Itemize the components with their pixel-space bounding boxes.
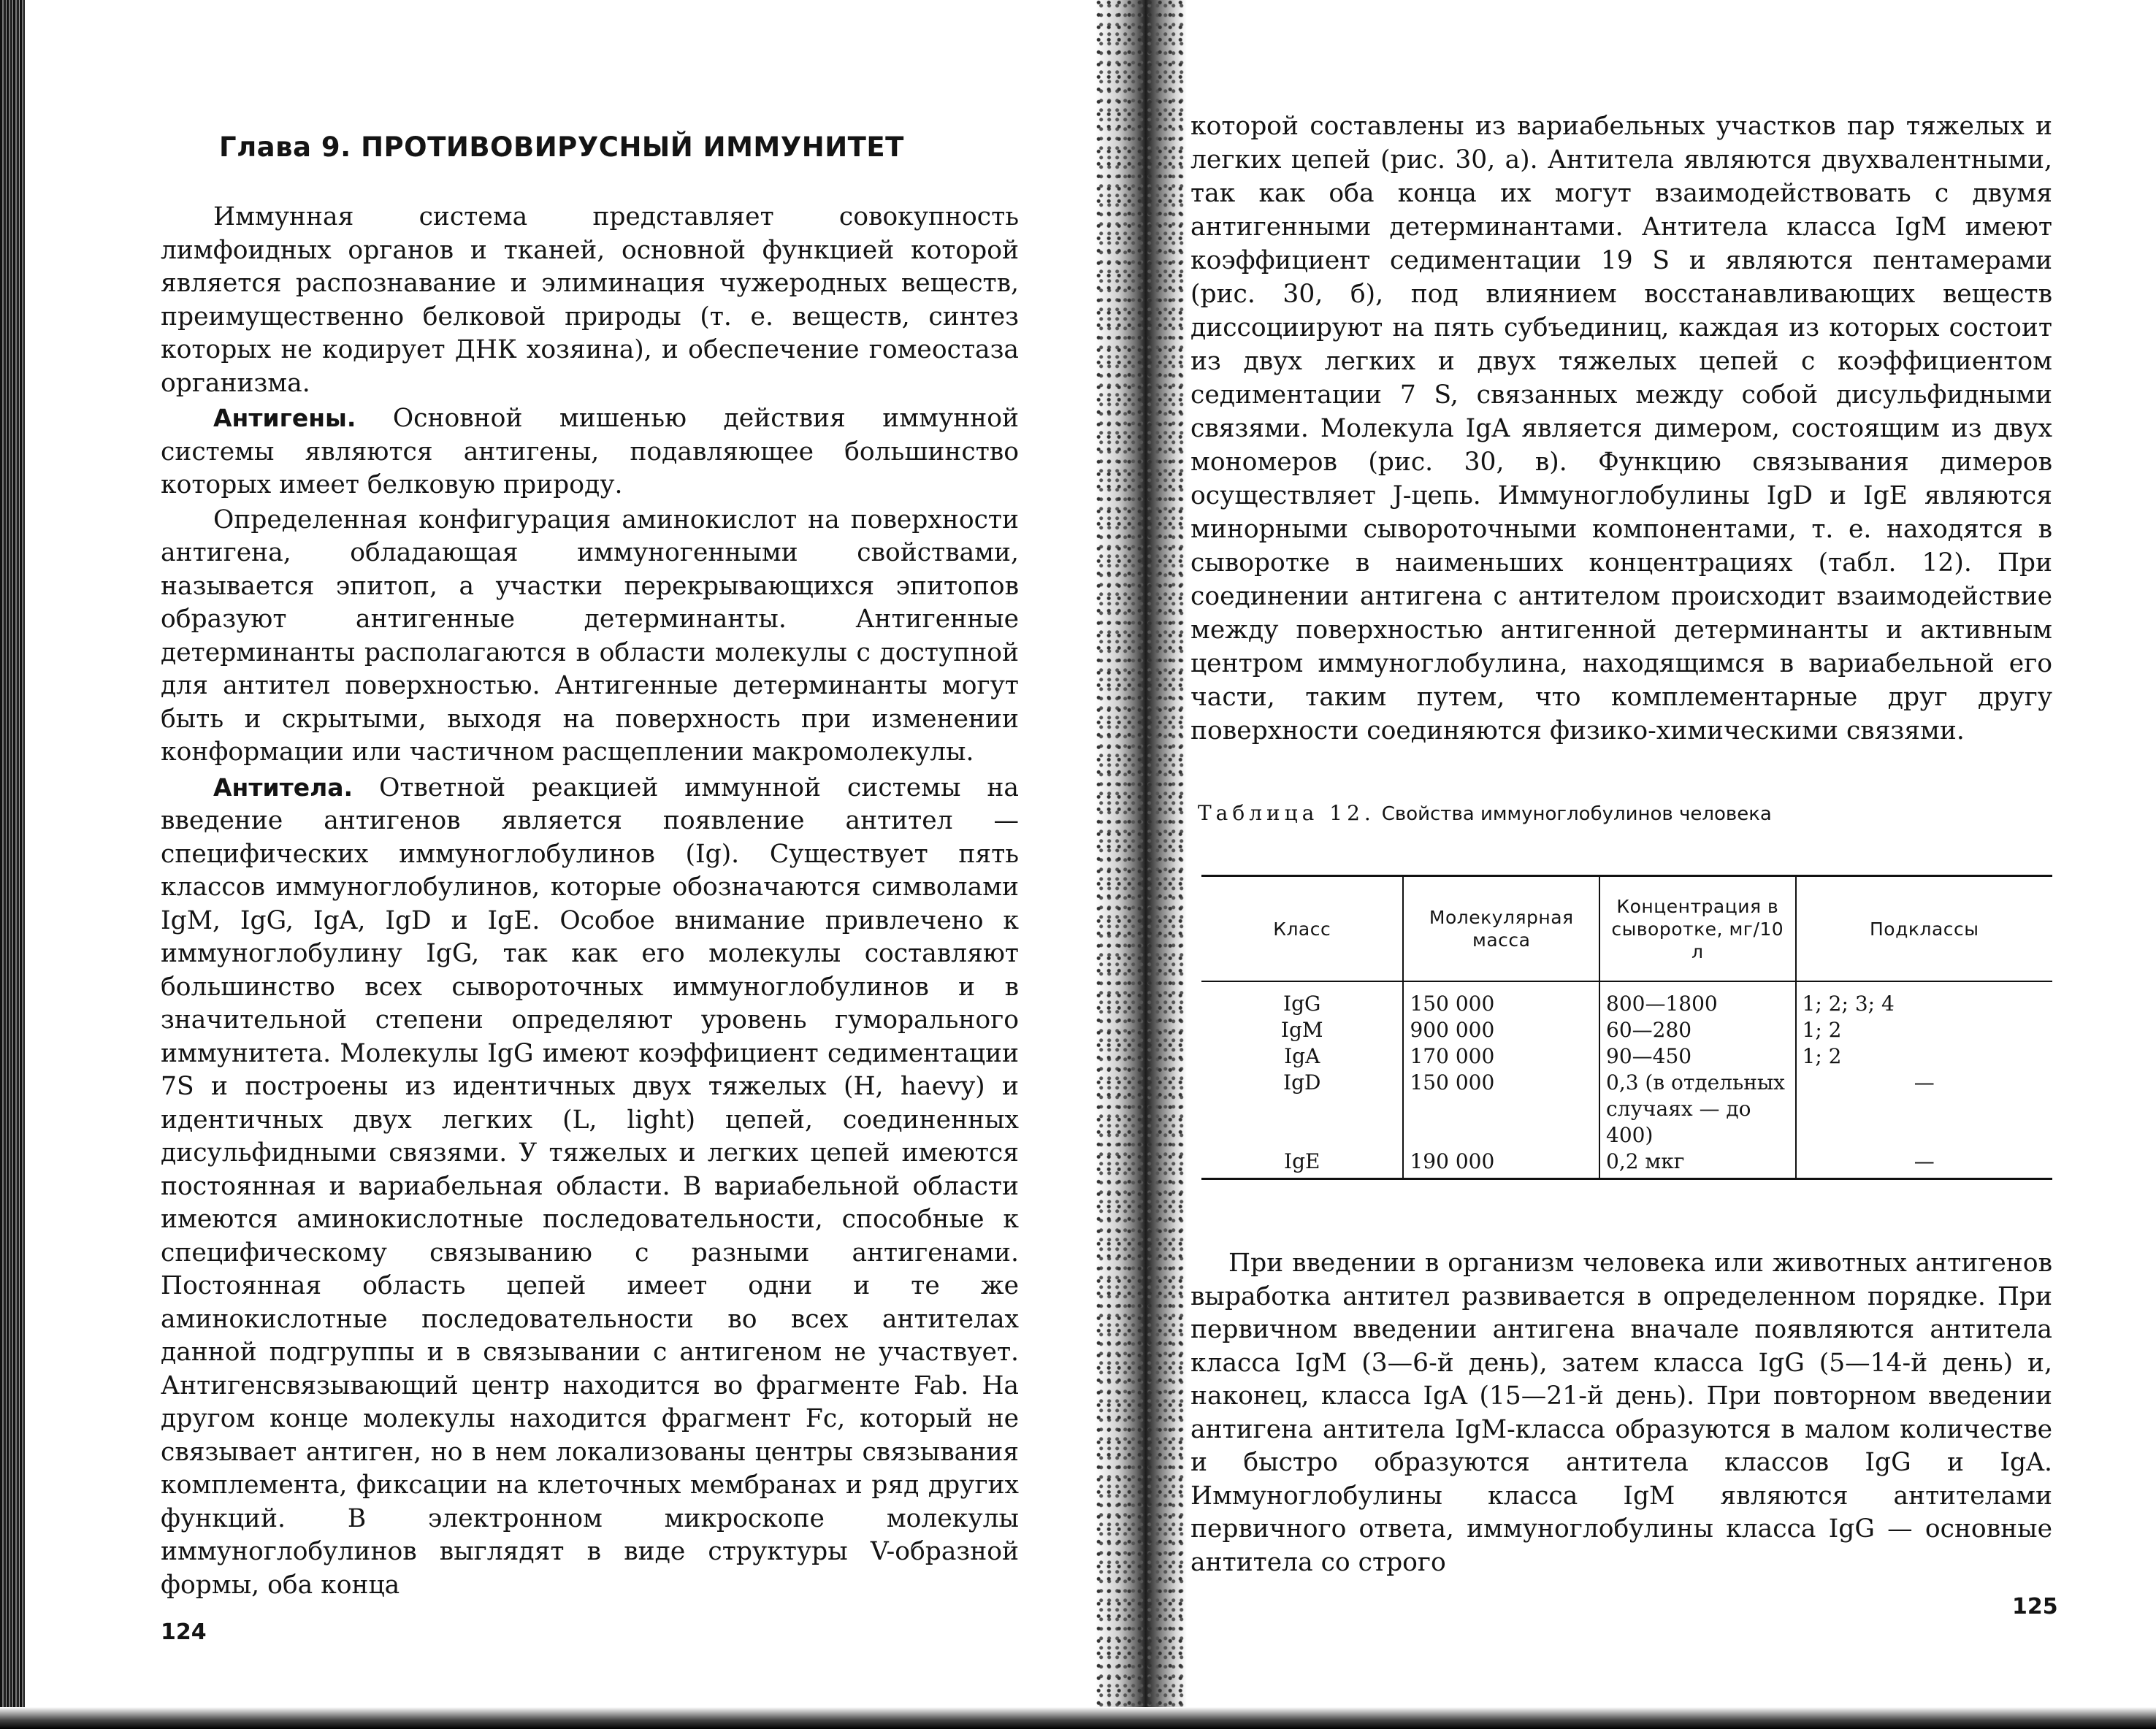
table-cell-sub: — (1796, 1070, 2052, 1149)
paragraph: При введении в организм человека или животных антигенов выработка антител развивается в определенном порядке. При первичном введении антигена вначале появляются антитела класса IgM (3—6-й день), затем класса IgG (5—14-й день) и, наконец, класса IgA (15—21-й день). При повторном введении антигена антитела IgM-класса образуются в малом количестве и быстро образуются антитела классов IgG и IgA. Иммуноглобулины класса IgM являются антителами первичного ответа, иммуноглобулины класса IgG — основные антитела со строго (1190, 1249, 2052, 1577)
table-cell-mass: 150 000 (1403, 1070, 1599, 1149)
table-cell-conc: 60—280 (1599, 1017, 1796, 1043)
table-cell-class: IgA (1284, 1044, 1320, 1068)
page-number: 124 (161, 1619, 207, 1645)
table-cell-mass: 150 000 (1403, 981, 1599, 1017)
table-caption-title: Свойства иммуноглобулинов человека (1381, 803, 1772, 825)
table-cell-mass: 170 000 (1403, 1043, 1599, 1070)
paragraph: Иммунная система представляет совокупность лимфоидных органов и тканей, основной функцией которой является распознавание и элиминация чужеродных веществ, преимущественно белковой природы (т. е. веществ, синтез которых не кодирует ДНК хозяина), и обеспечение гомеостаза организма. (161, 202, 1019, 398)
paragraph (161, 771, 1019, 1603)
paragraph-heading: Антигены. (213, 404, 356, 432)
table-cell-mass: 900 000 (1403, 1017, 1599, 1043)
table-row (1201, 1149, 2052, 1179)
table-header: Концентрация в сыворотке, мг/10 л (1599, 876, 1796, 982)
right-top-text: которой составлены из вариабельных участков пар тяжелых и легких цепей (рис. 30, а). Антитела являются двухвалентными, так как оба конца их могут взаимодействовать с двумя антигенными детерминантами. Антитела класса IgM имеют коэффициент седиментации 19 S и являются пентамерами (рис. 30, б), под влиянием восстанавливающих веществ диссоциируют на пять субъединиц, каждая из которых состоит из двух легких и двух тяжелых цепей с коэффициентом седиментации 7 S, связанных между собой дисульфидными связями. Молекула IgA является димером, состоящим из двух мономеров (рис. 30, в). Функцию связывания димеров осуществляет J-цепь. Иммуноглобулины IgD и IgE являются минорными сывороточными компонентами, т. е. находятся в сыворотке в наименьших концентрациях (табл. 12). При соединении антигена с антителом происходит взаимодействие между поверхностью антигенной детерминанты и активным центром иммуноглобулина, находящимся в вариабельной его части, таким путем, что комплементарные друг другу поверхности соединяются физико-химическими связями. (1190, 112, 2052, 745)
paragraph-heading: Антитела. (213, 773, 353, 802)
paragraph-text: Основной мишенью действия иммунной системы являются антигены, подавляющее большинство которых имеет белковую природу. (161, 404, 1019, 499)
table-cell-conc: 0,2 мкг (1599, 1149, 1796, 1179)
table-cell-class: IgE (1284, 1149, 1320, 1173)
table-row (1201, 981, 2052, 1017)
table-header-row (1201, 876, 2052, 982)
immunoglobulin-table (1201, 875, 2052, 1180)
right-bottom-text (1190, 1247, 2052, 1579)
left-body-text (161, 201, 1019, 1603)
table-row (1201, 1043, 2052, 1070)
right-page (1190, 0, 2058, 1729)
paragraph-text: Ответной реакцией иммунной системы на введение антигенов является появление антител — специфических иммуноглобулинов (Ig). Существует пять классов иммуноглобулинов, которые обозначаются символами IgM, IgG, IgA, IgD и IgE. Особое внимание привлечено к иммуноглобулину IgG, так как его молекулы составляют большинство всех сывороточных иммуноглобулинов и в значительной степени определяют уровень гуморального иммунитета. Молекулы IgG имеют коэффициент седиментации 7S и построены из идентичных двух тяжелых (H, haevy) и идентичных двух легких (L, light) цепей, соединенных дисульфидными связями. У тяжелых и легких цепей имеются постоянная и вариабельная области. В вариабельной области имеются аминокислотные последовательности, способные к специфическому связыванию с разными антигенами. Постоянная область цепей имеет одни и те же аминокислотные последовательности во всех антителах данной подгруппы и в связывании с антигеном не участвует. Антигенсвязывающий центр находится во фрагменте Fab. На другом конце молекулы находится фрагмент Fc, который не связывает антиген, но в нем локализованы центры связывания комплемента, фиксации на клеточных мембранах и ряд других функций. В электронном микроскопе молекулы иммуноглобулинов выглядят в виде структуры V-образной формы, оба конца (161, 773, 1019, 1600)
paragraph: Определенная конфигурация аминокислот на поверхности антигена, обладающая иммуногенными свойствами, называется эпитоп, а участки перекрывающихся эпитопов образуют антигенные детерминанты. Антигенные детерминанты располагаются в области молекулы с доступной для антител поверхностью. Антигенные детерминанты могут быть и скрытыми, выходя на поверхность при изменении конформации или частичном расщеплении макромолекулы. (161, 505, 1019, 767)
table-header: Класс (1201, 876, 1403, 982)
table-header: Подклассы (1796, 876, 2052, 982)
table-cell-class: IgD (1283, 1070, 1321, 1094)
table-cell-sub: 1; 2 (1796, 1017, 2052, 1043)
table-row (1201, 1017, 2052, 1043)
table-cell-class: IgM (1280, 1018, 1323, 1042)
page-number: 125 (2012, 1594, 2058, 1619)
table-row (1201, 1070, 2052, 1149)
table-cell-sub: 1; 2 (1796, 1043, 2052, 1070)
table-cell-conc: 800—1800 (1599, 981, 1796, 1017)
paragraph (161, 402, 1019, 502)
book-gutter (1096, 0, 1187, 1729)
table-cell-sub: 1; 2; 3; 4 (1796, 981, 2052, 1017)
table-cell-conc: 0,3 (в отдельных случаях — до 400) (1599, 1070, 1796, 1149)
table-cell-class: IgG (1283, 992, 1321, 1016)
chapter-title: Глава 9. ПРОТИВОВИРУСНЫЙ ИММУНИТЕТ (219, 131, 904, 163)
table-cell-mass: 190 000 (1403, 1149, 1599, 1179)
book-spine-edge (0, 0, 25, 1729)
table-header: Молекулярная масса (1403, 876, 1599, 982)
left-page (146, 0, 1019, 1729)
table-cell-sub: — (1796, 1149, 2052, 1179)
table-caption-label: Таблица 12. (1198, 801, 1375, 825)
table-cell-conc: 90—450 (1599, 1043, 1796, 1070)
table-caption (1198, 801, 1772, 825)
